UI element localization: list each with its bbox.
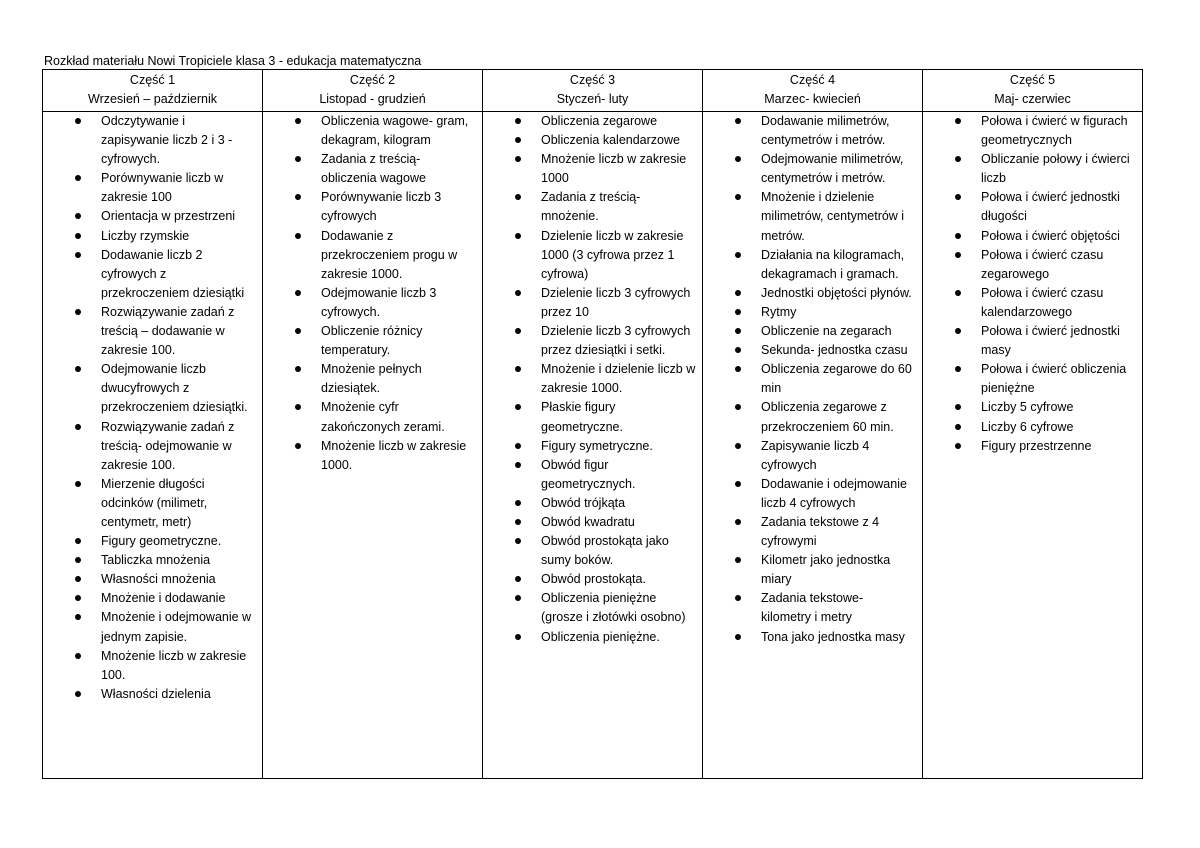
list-item: Obliczenia pieniężne (grosze i złotówki osobno): [499, 589, 702, 627]
topic-list: [703, 112, 922, 647]
list-item: Mnożenie i dzielenie liczb w zakresie 1000.: [499, 360, 702, 398]
list-item: Obliczenia zegarowe do 60 min: [719, 360, 922, 398]
list-item: Połowa i ćwierć jednostki długości: [939, 188, 1142, 226]
list-item: Zadania z treścią- mnożenie.: [499, 188, 702, 226]
months-label: Marzec- kwiecień: [764, 92, 861, 106]
list-item: Liczby rzymskie: [59, 227, 262, 246]
list-item: Tona jako jednostka masy: [719, 628, 922, 647]
list-item: Dzielenie liczb w zakresie 1000 (3 cyfrowa przez 1 cyfrowa): [499, 227, 702, 284]
list-item: Połowa i ćwierć czasu kalendarzowego: [939, 284, 1142, 322]
list-item: Obwód trójkąta: [499, 494, 702, 513]
list-item: Zadania z treścią- obliczenia wagowe: [279, 150, 482, 188]
list-item: Mnożenie i dodawanie: [59, 589, 262, 608]
column-header-part-3: [483, 70, 703, 112]
list-item: Odejmowanie liczb 3 cyfrowych.: [279, 284, 482, 322]
list-item: Rytmy: [719, 303, 922, 322]
list-item: Dodawanie milimetrów, centymetrów i metrów.: [719, 112, 922, 150]
list-item: Obwód prostokąta jako sumy boków.: [499, 532, 702, 570]
list-item: Obliczenia zegarowe: [499, 112, 702, 131]
column-cell-part-3: [483, 112, 703, 779]
list-item: Obliczenie na zegarach: [719, 322, 922, 341]
column-header-part-4: [703, 70, 923, 112]
topic-list: [483, 112, 702, 647]
months-label: Maj- czerwiec: [994, 92, 1071, 106]
list-item: Mnożenie i odejmowanie w jednym zapisie.: [59, 608, 262, 646]
list-item: Dodawanie i odejmowanie liczb 4 cyfrowych: [719, 475, 922, 513]
content-row: [43, 112, 1143, 779]
list-item: Mnożenie liczb w zakresie 100.: [59, 647, 262, 685]
list-item: Połowa i ćwierć objętości: [939, 227, 1142, 246]
list-item: Kilometr jako jednostka miary: [719, 551, 922, 589]
topic-list: [923, 112, 1142, 456]
document-title: Rozkład materiału Nowi Tropiciele klasa 3 - edukacja matematyczna: [44, 54, 422, 68]
column-header-part-2: [263, 70, 483, 112]
list-item: Mnożenie cyfr zakończonych zerami.: [279, 398, 482, 436]
topic-list: [43, 112, 262, 704]
column-cell-part-5: [923, 112, 1143, 779]
column-cell-part-1: [43, 112, 263, 779]
part-label: Część 1: [129, 73, 176, 87]
months-label: Listopad - grudzień: [319, 92, 426, 106]
list-item: Dzielenie liczb 3 cyfrowych przez dziesiątki i setki.: [499, 322, 702, 360]
column-cell-part-2: [263, 112, 483, 779]
list-item: Porównywanie liczb w zakresie 100: [59, 169, 262, 207]
list-item: Odejmowanie milimetrów, centymetrów i metrów.: [719, 150, 922, 188]
part-label: Część 5: [1009, 73, 1056, 87]
list-item: Rozwiązywanie zadań z treścią- odejmowanie w zakresie 100.: [59, 418, 262, 475]
list-item: Liczby 5 cyfrowe: [939, 398, 1142, 417]
list-item: Figury symetryczne.: [499, 437, 702, 456]
list-item: Działania na kilogramach, dekagramach i gramach.: [719, 246, 922, 284]
list-item: Porównywanie liczb 3 cyfrowych: [279, 188, 482, 226]
list-item: Obliczenia pieniężne.: [499, 628, 702, 647]
list-item: Dzielenie liczb 3 cyfrowych przez 10: [499, 284, 702, 322]
list-item: Obwód figur geometrycznych.: [499, 456, 702, 494]
list-item: Obliczenia wagowe- gram, dekagram, kilogram: [279, 112, 482, 150]
list-item: Mnożenie pełnych dziesiątek.: [279, 360, 482, 398]
list-item: Rozwiązywanie zadań z treścią – dodawanie w zakresie 100.: [59, 303, 262, 360]
list-item: Dodawanie z przekroczeniem progu w zakresie 1000.: [279, 227, 482, 284]
list-item: Obliczenia kalendarzowe: [499, 131, 702, 150]
column-header-part-1: [43, 70, 263, 112]
list-item: Mierzenie długości odcinków (milimetr, centymetr, metr): [59, 475, 262, 532]
topic-list: [263, 112, 482, 475]
part-label: Część 4: [789, 73, 836, 87]
list-item: Jednostki objętości płynów.: [719, 284, 922, 303]
list-item: Liczby 6 cyfrowe: [939, 418, 1142, 437]
header-row: [43, 70, 1143, 112]
list-item: Sekunda- jednostka czasu: [719, 341, 922, 360]
list-item: Mnożenie i dzielenie milimetrów, centymetrów i metrów.: [719, 188, 922, 245]
list-item: Obwód kwadratu: [499, 513, 702, 532]
list-item: Własności dzielenia: [59, 685, 262, 704]
part-label: Część 2: [349, 73, 396, 87]
list-item: Mnożenie liczb w zakresie 1000.: [279, 437, 482, 475]
list-item: Płaskie figury geometryczne.: [499, 398, 702, 436]
list-item: Połowa i ćwierć czasu zegarowego: [939, 246, 1142, 284]
list-item: Obliczenia zegarowe z przekroczeniem 60 min.: [719, 398, 922, 436]
list-item: Mnożenie liczb w zakresie 1000: [499, 150, 702, 188]
list-item: Figury przestrzenne: [939, 437, 1142, 456]
list-item: Tabliczka mnożenia: [59, 551, 262, 570]
list-item: Orientacja w przestrzeni: [59, 207, 262, 226]
list-item: Odejmowanie liczb dwucyfrowych z przekroczeniem dziesiątki.: [59, 360, 262, 417]
list-item: Połowa i ćwierć obliczenia pieniężne: [939, 360, 1142, 398]
list-item: Połowa i ćwierć w figurach geometrycznych: [939, 112, 1142, 150]
list-item: Zadania tekstowe- kilometry i metry: [719, 589, 922, 627]
list-item: Własności mnożenia: [59, 570, 262, 589]
list-item: Obliczanie połowy i ćwierci liczb: [939, 150, 1142, 188]
list-item: Zadania tekstowe z 4 cyfrowymi: [719, 513, 922, 551]
part-label: Część 3: [569, 73, 616, 87]
column-cell-part-4: [703, 112, 923, 779]
months-label: Wrzesień – październik: [88, 92, 217, 106]
list-item: Zapisywanie liczb 4 cyfrowych: [719, 437, 922, 475]
list-item: Obliczenie różnicy temperatury.: [279, 322, 482, 360]
list-item: Dodawanie liczb 2 cyfrowych z przekroczeniem dziesiątki: [59, 246, 262, 303]
list-item: Odczytywanie i zapisywanie liczb 2 i 3 - cyfrowych.: [59, 112, 262, 169]
curriculum-table: [42, 69, 1143, 779]
list-item: Obwód prostokąta.: [499, 570, 702, 589]
list-item: Figury geometryczne.: [59, 532, 262, 551]
list-item: Połowa i ćwierć jednostki masy: [939, 322, 1142, 360]
column-header-part-5: [923, 70, 1143, 112]
months-label: Styczeń- luty: [556, 92, 629, 106]
